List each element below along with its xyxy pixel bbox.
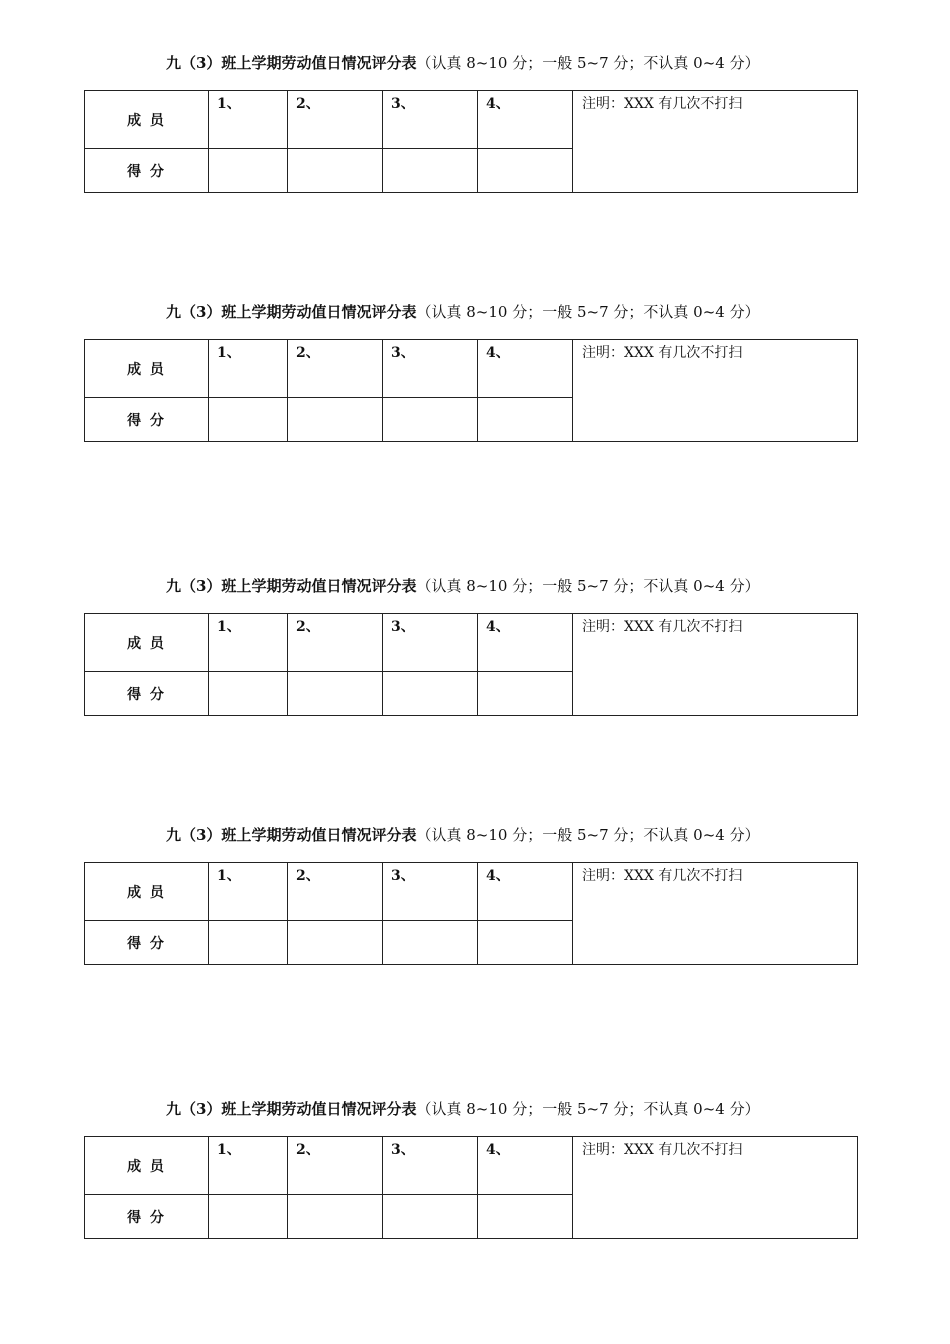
form-title: [166, 824, 806, 846]
score-slot-2[interactable]: [288, 1195, 383, 1239]
score-slot-1[interactable]: [209, 1195, 288, 1239]
members-row: [85, 863, 858, 921]
form-title-scoring-note: （认真 8~10 分；一般 5~7 分；不认真 0~4 分）: [416, 826, 760, 844]
member-slot-2[interactable]: 2、: [288, 863, 383, 921]
score-slot-1[interactable]: [209, 398, 288, 442]
members-label: 成 员: [85, 91, 209, 149]
score-slot-3[interactable]: [383, 921, 478, 965]
score-form-3: [84, 577, 857, 716]
score-slot-2[interactable]: [288, 672, 383, 716]
score-table: [84, 1136, 858, 1239]
score-slot-1[interactable]: [209, 149, 288, 193]
form-title-main: 九（3）班上学期劳动值日情况评分表: [166, 577, 417, 595]
members-label: 成 员: [85, 340, 209, 398]
member-slot-2[interactable]: 2、: [288, 91, 383, 149]
score-label: 得 分: [85, 149, 209, 193]
score-label: 得 分: [85, 398, 209, 442]
score-slot-3[interactable]: [383, 1195, 478, 1239]
member-slot-1[interactable]: 1、: [209, 1137, 288, 1195]
score-slot-4[interactable]: [478, 149, 573, 193]
member-slot-3[interactable]: 3、: [383, 863, 478, 921]
member-slot-4[interactable]: 4、: [478, 340, 573, 398]
form-title: [166, 575, 806, 597]
member-slot-1[interactable]: 1、: [209, 863, 288, 921]
score-table: [84, 613, 858, 716]
score-slot-2[interactable]: [288, 921, 383, 965]
form-title: [166, 1098, 806, 1120]
members-row: [85, 614, 858, 672]
score-form-4: [84, 826, 857, 965]
note-cell[interactable]: 注明：XXX 有几次不打扫: [573, 1137, 858, 1239]
form-title-scoring-note: （认真 8~10 分；一般 5~7 分；不认真 0~4 分）: [416, 1100, 760, 1118]
members-row: [85, 91, 858, 149]
member-slot-4[interactable]: 4、: [478, 863, 573, 921]
score-table: [84, 862, 858, 965]
score-slot-4[interactable]: [478, 398, 573, 442]
score-slot-2[interactable]: [288, 149, 383, 193]
form-title-main: 九（3）班上学期劳动值日情况评分表: [166, 303, 417, 321]
note-cell[interactable]: 注明：XXX 有几次不打扫: [573, 340, 858, 442]
note-cell[interactable]: 注明：XXX 有几次不打扫: [573, 91, 858, 193]
members-label: 成 员: [85, 863, 209, 921]
score-form-2: [84, 303, 857, 442]
member-slot-3[interactable]: 3、: [383, 614, 478, 672]
members-row: [85, 340, 858, 398]
score-slot-3[interactable]: [383, 672, 478, 716]
member-slot-3[interactable]: 3、: [383, 340, 478, 398]
member-slot-1[interactable]: 1、: [209, 340, 288, 398]
member-slot-3[interactable]: 3、: [383, 91, 478, 149]
score-form-1: [84, 54, 857, 193]
score-slot-1[interactable]: [209, 921, 288, 965]
member-slot-4[interactable]: 4、: [478, 1137, 573, 1195]
member-slot-1[interactable]: 1、: [209, 91, 288, 149]
form-title-scoring-note: （认真 8~10 分；一般 5~7 分；不认真 0~4 分）: [416, 303, 760, 321]
form-title-scoring-note: （认真 8~10 分；一般 5~7 分；不认真 0~4 分）: [416, 577, 760, 595]
member-slot-2[interactable]: 2、: [288, 1137, 383, 1195]
member-slot-1[interactable]: 1、: [209, 614, 288, 672]
member-slot-2[interactable]: 2、: [288, 340, 383, 398]
score-slot-1[interactable]: [209, 672, 288, 716]
form-title: [166, 301, 806, 323]
member-slot-4[interactable]: 4、: [478, 91, 573, 149]
score-label: 得 分: [85, 1195, 209, 1239]
form-title-main: 九（3）班上学期劳动值日情况评分表: [166, 1100, 417, 1118]
score-label: 得 分: [85, 921, 209, 965]
member-slot-3[interactable]: 3、: [383, 1137, 478, 1195]
form-title-main: 九（3）班上学期劳动值日情况评分表: [166, 826, 417, 844]
form-title: [166, 52, 806, 74]
form-title-scoring-note: （认真 8~10 分；一般 5~7 分；不认真 0~4 分）: [416, 54, 760, 72]
score-slot-4[interactable]: [478, 921, 573, 965]
score-slot-4[interactable]: [478, 1195, 573, 1239]
score-slot-3[interactable]: [383, 398, 478, 442]
note-cell[interactable]: 注明：XXX 有几次不打扫: [573, 863, 858, 965]
score-table: [84, 339, 858, 442]
score-slot-2[interactable]: [288, 398, 383, 442]
score-slot-4[interactable]: [478, 672, 573, 716]
score-form-5: [84, 1100, 857, 1239]
note-cell[interactable]: 注明：XXX 有几次不打扫: [573, 614, 858, 716]
score-label: 得 分: [85, 672, 209, 716]
members-row: [85, 1137, 858, 1195]
score-table: [84, 90, 858, 193]
member-slot-2[interactable]: 2、: [288, 614, 383, 672]
members-label: 成 员: [85, 614, 209, 672]
members-label: 成 员: [85, 1137, 209, 1195]
member-slot-4[interactable]: 4、: [478, 614, 573, 672]
score-slot-3[interactable]: [383, 149, 478, 193]
form-title-main: 九（3）班上学期劳动值日情况评分表: [166, 54, 417, 72]
